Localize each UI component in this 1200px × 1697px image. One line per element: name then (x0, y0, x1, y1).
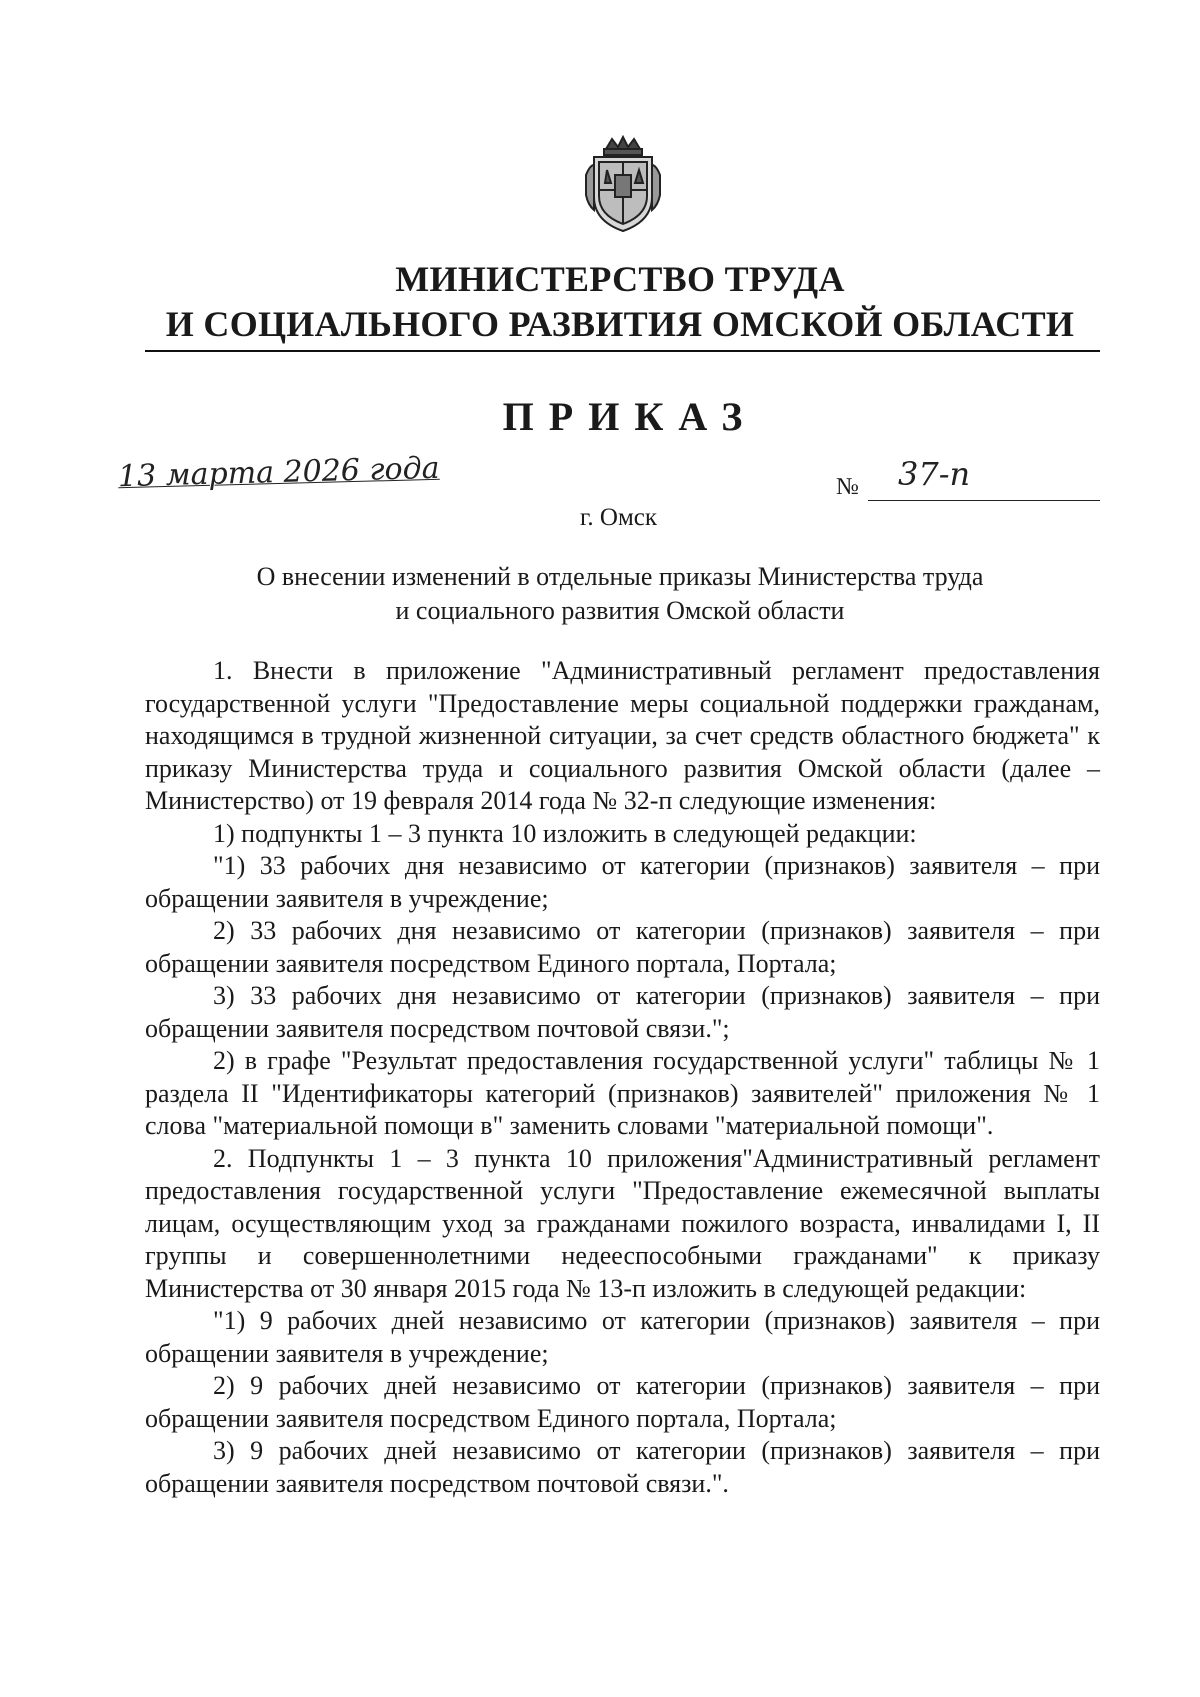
paragraph: 1) подпункты 1 – 3 пункта 10 изложить в следующей редакции: (213, 818, 917, 848)
document-type-title: ПРИКАЗ (502, 394, 758, 439)
paragraph: "1) 33 рабочих дня независимо от категории (признаков) заявителя – при обращении заявителя в учреждение; (145, 851, 1100, 913)
subject-line: О внесении изменений в отдельные приказы Министерства труда (256, 562, 984, 591)
number-underline (868, 500, 1100, 501)
order-body (145, 655, 1100, 1500)
order-subject (170, 560, 1070, 628)
handwritten-date: 13 марта 2026 года (117, 450, 440, 495)
handwritten-number: 37-п (898, 455, 971, 493)
ministry-title-line2: И СОЦИАЛЬНОГО РАЗВИТИЯ ОМСКОЙ ОБЛАСТИ (165, 304, 1075, 344)
coat-of-arms-emblem (582, 135, 664, 235)
ministry-title-line1: МИНИСТЕРСТВО ТРУДА (395, 259, 845, 299)
paragraph: 3) 9 рабочих дней независимо от категории (признаков) заявителя – при обращении заявителя посредством почтовой связи.". (145, 1436, 1100, 1498)
paragraph: "1) 9 рабочих дней независимо от категории (признаков) заявителя – при обращении заявителя в учреждение; (145, 1306, 1100, 1368)
subject-line: и социального развития Омской области (395, 596, 845, 625)
number-label: № (836, 474, 859, 500)
paragraph: 2) 9 рабочих дней независимо от категории (признаков) заявителя – при обращении заявителя посредством Единого портала, Портала; (145, 1371, 1100, 1433)
paragraph: 1. Внести в приложение "Административный регламент предоставления государственной услуги "Предоставление меры социальной поддержки гражданам, находящимся в трудной жизненной ситуации, за счет средств областного бюджета" к приказу Министерства труда и социального развития Омской области (далее – Министерство) от 19 февраля 2014 года № 32-п следующие изменения: (145, 656, 1100, 815)
paragraph: 3) 33 рабочих дня независимо от категории (признаков) заявителя – при обращении заявителя посредством почтовой связи."; (145, 981, 1100, 1043)
paragraph: 2) в графе "Результат предоставления государственной услуги" таблицы № 1 раздела II "Идентификаторы категорий (признаков) заявителей" приложения № 1 слова "материальной помощи в" заменить словами "материальной помощи". (145, 1046, 1100, 1140)
city: г. Омск (580, 504, 658, 531)
paragraph: 2. Подпункты 1 – 3 пункта 10 приложения"Административный регламент предоставления государственной услуги "Предоставление ежемесячной выплаты лицам, осуществляющим уход за гражданами пожилого возраста, инвалидами I, II группы и совершеннолетними недееспособными гражданами" к приказу Министерства от 30 января 2015 года № 13-п изложить в следующей редакции: (145, 1143, 1100, 1303)
paragraph: 2) 33 рабочих дня независимо от категории (признаков) заявителя – при обращении заявителя посредством Единого портала, Портала; (145, 916, 1100, 978)
header-divider (145, 350, 1100, 352)
